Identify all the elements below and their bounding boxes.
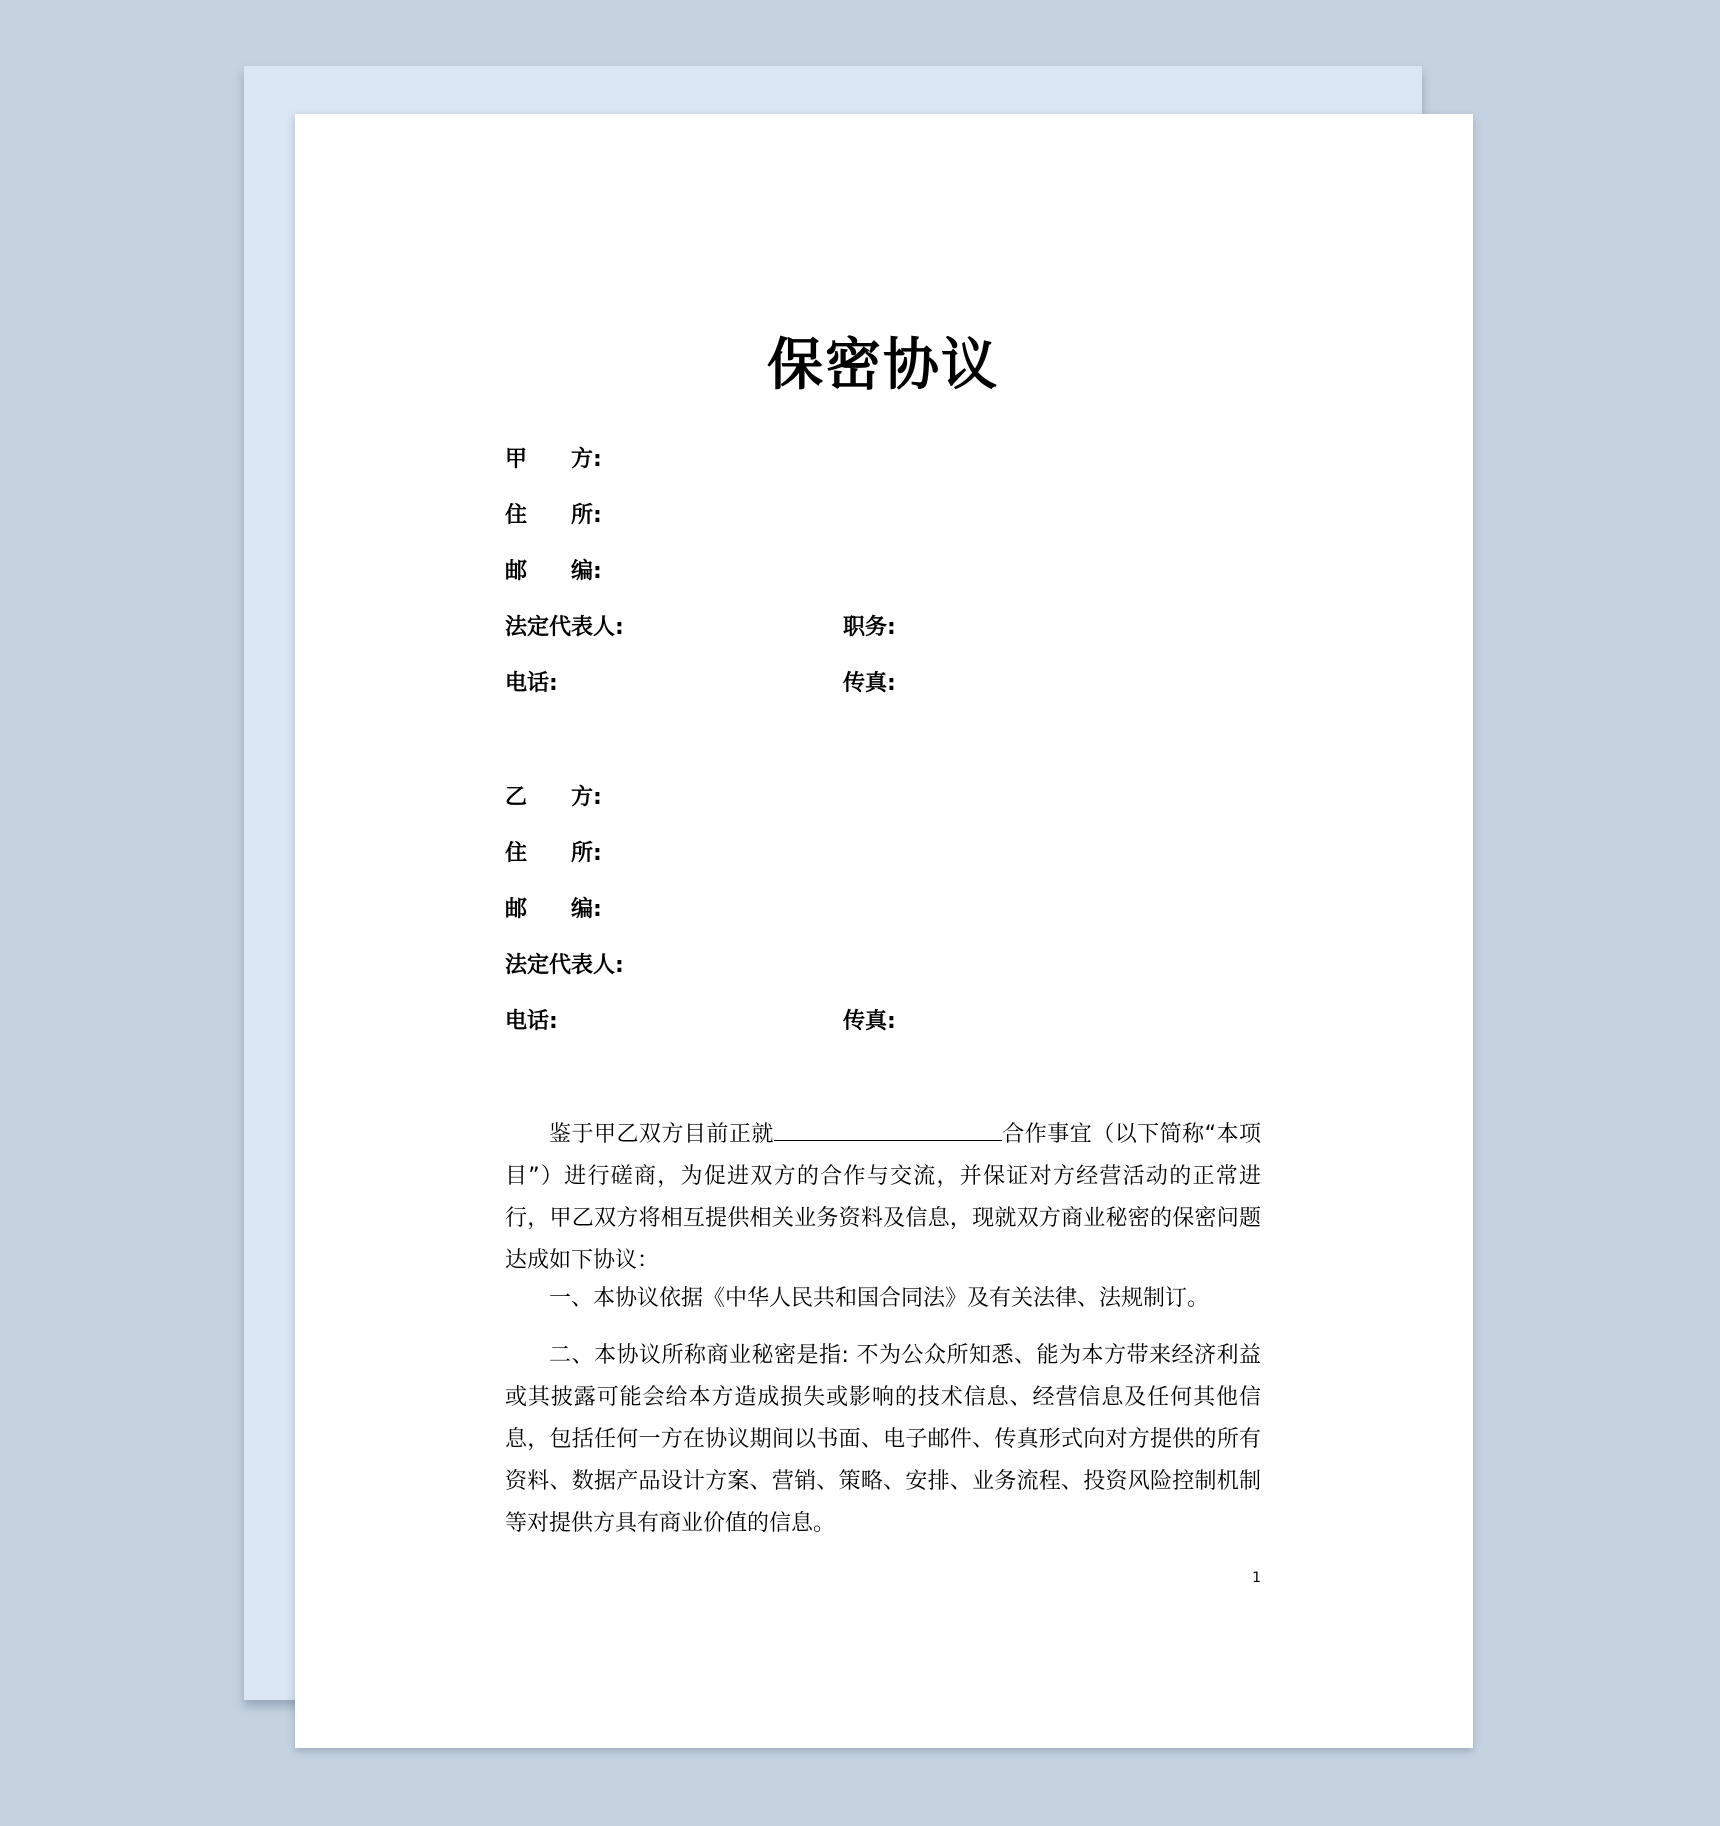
document-page — [295, 114, 1473, 1748]
party-b-name-label: 乙 方: — [505, 785, 602, 810]
page-number: 1 — [1252, 1570, 1261, 1586]
party-b-postcode-label: 邮 编: — [505, 897, 602, 922]
intro-before-blank: 鉴于甲乙双方目前正就 — [549, 1122, 774, 1147]
intro-paragraph — [505, 1114, 1261, 1282]
party-a-name-label: 甲 方: — [505, 447, 602, 472]
party-a-fax-label: 传真: — [843, 671, 896, 696]
page-content — [505, 114, 1261, 1748]
party-b-fax-label: 传真: — [843, 1009, 896, 1034]
party-a-postcode-label: 邮 编: — [505, 559, 602, 584]
clause-1: 一、本协议依据《中华人民共和国合同法》及有关法律、法规制订。 — [549, 1286, 1210, 1311]
intro-after-blank: 合作事宜（以下简称“本项目”）进行磋商，为促进双方的合作与交流，并保证对方经营活动的正常进行，甲乙双方将相互提供相关业务资料及信息，现就双方商业秘密的保密问题达成如下协议： — [505, 1122, 1261, 1273]
party-a-address-label: 住 所: — [505, 503, 602, 528]
party-b-rep-label: 法定代表人: — [505, 953, 624, 978]
clause-2: 二、本协议所称商业秘密是指: 不为公众所知悉、能为本方带来经济利益或其披露可能会给本方造成损失或影响的技术信息、经营信息及任何其他信息，包括任何一方在协议期间以书面、电子邮件、传真形式向对方提供的所有资料、数据产品设计方案、营销、策略、安排、业务流程、投资风险控制机制等对提供方具有商业价值的信息。 — [505, 1343, 1261, 1536]
party-b-address-label: 住 所: — [505, 841, 602, 866]
party-a-position-label: 职务: — [843, 615, 896, 640]
party-a-rep-label: 法定代表人: — [505, 615, 624, 640]
party-a-phone-label: 电话: — [505, 671, 558, 696]
document-title: 保密协议 — [767, 333, 999, 398]
project-name-blank — [774, 1116, 1002, 1141]
party-b-phone-label: 电话: — [505, 1009, 558, 1034]
